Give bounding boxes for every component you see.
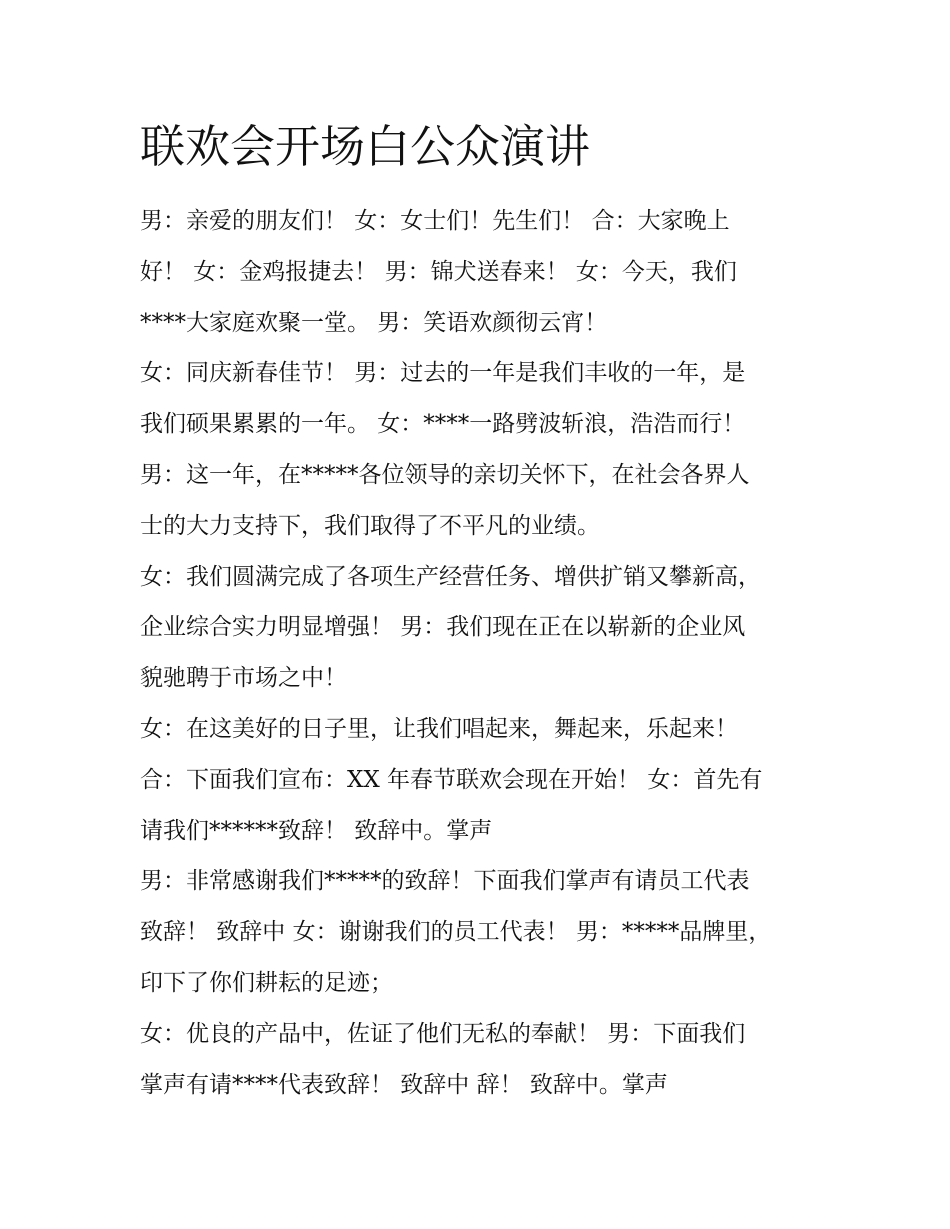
text-line: 印下了你们耕耘的足迹； xyxy=(140,969,393,996)
text-line: 男：亲爱的朋友们！ 女：女士们！先生们！ 合：大家晚上 xyxy=(140,208,730,234)
text-line: 掌声有请****代表致辞！ 致辞中 辞！ 致辞中。掌声 xyxy=(140,1071,668,1098)
text-line: 女：在这美好的日子里，让我们唱起来，舞起来，乐起来！ xyxy=(140,715,738,742)
document-body xyxy=(140,196,820,1110)
document-title: 联欢会开场白公众演讲 xyxy=(140,120,591,173)
text-line: 致辞！ 致辞中 女：谢谢我们的员工代表！ 男：*****品牌里， xyxy=(140,919,772,946)
text-line: 好！ 女：金鸡报捷去！ 男：锦犬送春来！ 女：今天，我们 xyxy=(140,258,737,285)
text-line: 合：下面我们宣布：XX 年春节联欢会现在开始！ 女：首先有 xyxy=(140,766,763,793)
text-line: 企业综合实力明显增强！ 男：我们现在正在以崭新的企业风 xyxy=(140,614,746,641)
text-line: 男：这一年，在*****各位领导的亲切关怀下，在社会各界人 xyxy=(140,461,750,488)
text-line: ****大家庭欢聚一堂。 男：笑语欢颜彻云宵！ xyxy=(140,309,608,336)
text-line: 女：优良的产品中，佐证了他们无私的奉献！ 男：下面我们 xyxy=(140,1020,746,1047)
text-line: 我们硕果累累的一年。 女：****一路劈波斩浪，浩浩而行！ xyxy=(140,411,746,438)
text-line: 请我们******致辞！ 致辞中。掌声 xyxy=(140,817,493,844)
text-line: 士的大力支持下，我们取得了不平凡的业绩。 xyxy=(140,512,600,539)
text-line: 女：我们圆满完成了各项生产经营任务、增供扩销又攀新高， xyxy=(140,563,761,590)
text-line: 女：同庆新春佳节！ 男：过去的一年是我们丰收的一年，是 xyxy=(140,360,746,387)
text-line: 貌驰聘于市场之中！ xyxy=(140,665,347,692)
text-line: 男：非常感谢我们*****的致辞！下面我们掌声有请员工代表 xyxy=(140,868,750,895)
